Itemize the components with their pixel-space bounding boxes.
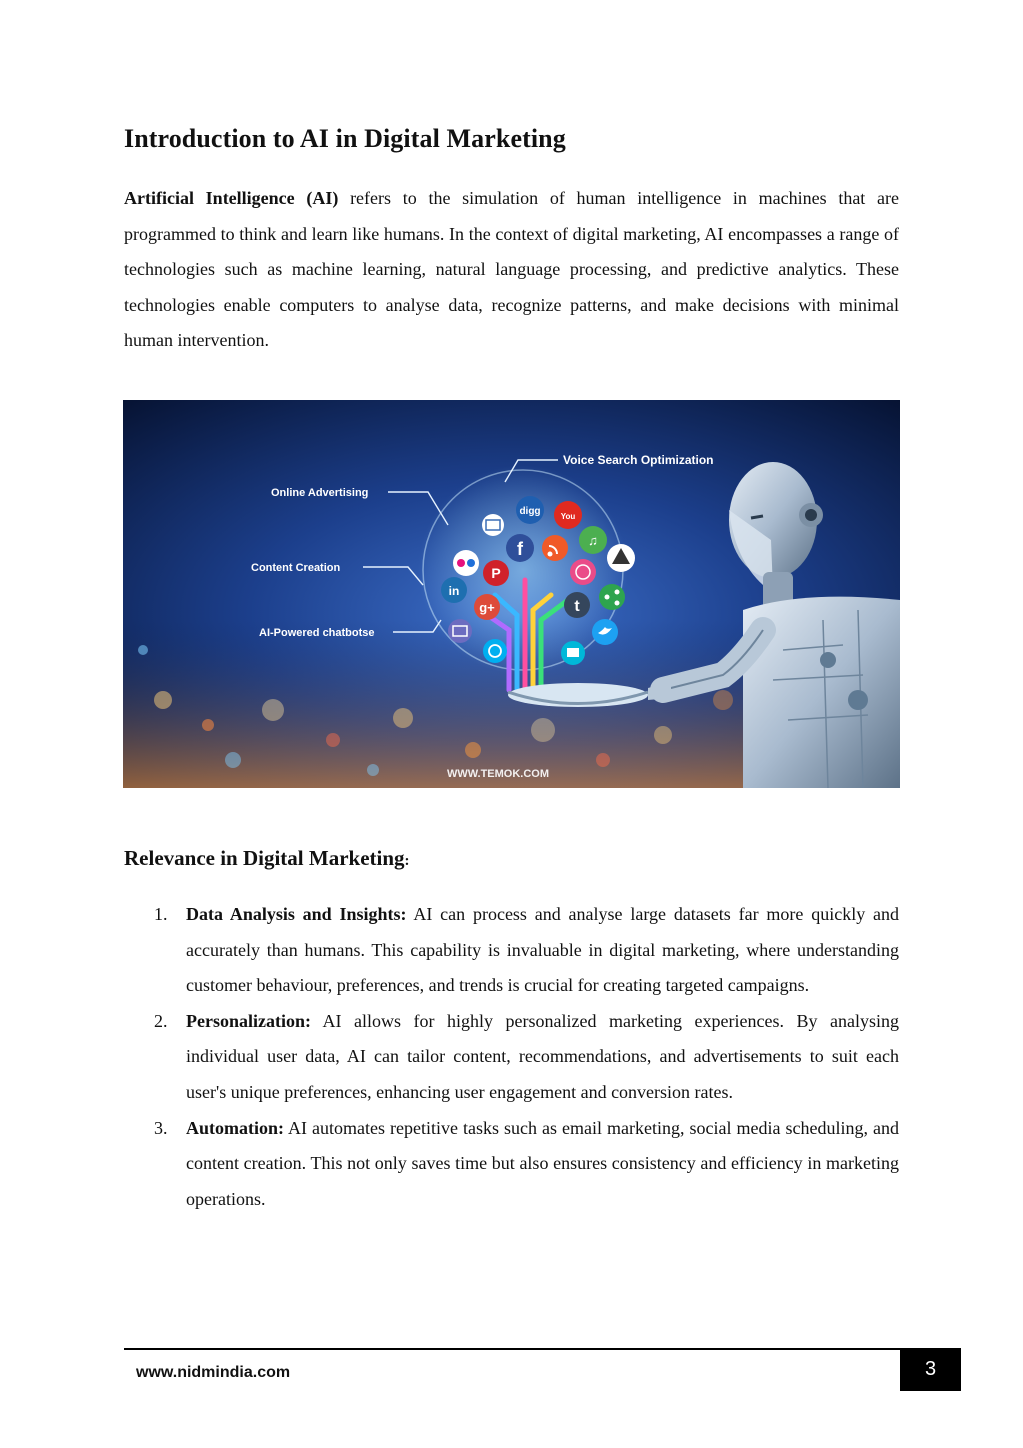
youtube-icon: You	[560, 512, 576, 521]
list-item-text: AI can process and analyse large datasets far more quickly and accurately than humans. This capability is invaluable in digital marketing, where understanding customer behaviour, preferences, and trends is crucial for creating targeted campaigns.	[186, 904, 899, 996]
intro-term: Artificial Intelligence (AI)	[124, 188, 339, 208]
page-title: Introduction to AI in Digital Marketing	[124, 124, 566, 153]
skype-icon	[483, 639, 507, 663]
list-item-title: Automation:	[186, 1117, 284, 1138]
digg-icon: digg	[519, 506, 541, 517]
linkedin-icon: in	[448, 584, 460, 598]
googleplus-icon: g+	[479, 600, 495, 615]
section-heading-colon: :	[404, 853, 410, 869]
hero-illustration	[123, 400, 900, 788]
footer-site-link[interactable]: www.nidmindia.com	[136, 1364, 291, 1381]
flickr-icon	[453, 550, 479, 576]
list-item-title: Personalization:	[186, 1010, 311, 1031]
list-item	[124, 897, 899, 1004]
chatbot-label: AI-Powered chatbotse	[259, 627, 375, 639]
relevance-list	[124, 897, 899, 1217]
list-item	[124, 1004, 899, 1111]
list-item-number: 1.	[154, 904, 168, 924]
intro-paragraph	[124, 181, 899, 359]
facebook-icon: f	[517, 539, 523, 559]
list-item	[124, 1111, 899, 1218]
online-advertising-label: Online Advertising	[271, 487, 369, 499]
dribbble-icon	[570, 559, 596, 585]
page-number: 3	[900, 1348, 961, 1391]
watermark-text: WWW.TEMOK.COM	[446, 768, 550, 780]
svg-text:♫: ♫	[588, 533, 598, 548]
list-item-text: AI automates repetitive tasks such as email marketing, social media scheduling, and content creation. This not only saves time but also ensures consistency and efficiency in marketing operations.	[186, 1117, 899, 1209]
intro-text: refers to the simulation of human intelligence in machines that are programmed to think and learn like humans. In the context of digital marketing, AI encompasses a range of technologies such as machine learning, natural language processing, and predictive analytics. These technologies enable computers to analyse data, recognize patterns, and make decisions with minimal human intervention.	[124, 188, 899, 350]
section-heading	[124, 846, 410, 871]
list-item-number: 3.	[154, 1117, 168, 1138]
inbox-icon	[448, 619, 472, 643]
section-heading-text: Relevance in Digital Marketing	[124, 846, 405, 870]
list-item-number: 2.	[154, 1010, 168, 1031]
voice-search-label: Voice Search Optimization	[563, 453, 714, 467]
share-icon	[599, 584, 625, 610]
list-item-text: AI allows for highly personalized marketing experiences. By analysing individual user data, AI can tailor content, recommendations, and advertisements to suit each user's unique preferences, enhancing user engagement and conversion rates.	[186, 1010, 899, 1102]
content-creation-label: Content Creation	[251, 562, 341, 574]
list-item-title: Data Analysis and Insights:	[186, 904, 407, 924]
tumblr-icon: t	[574, 598, 580, 615]
footer-divider	[124, 1348, 900, 1350]
pinterest-icon: P	[491, 565, 501, 581]
